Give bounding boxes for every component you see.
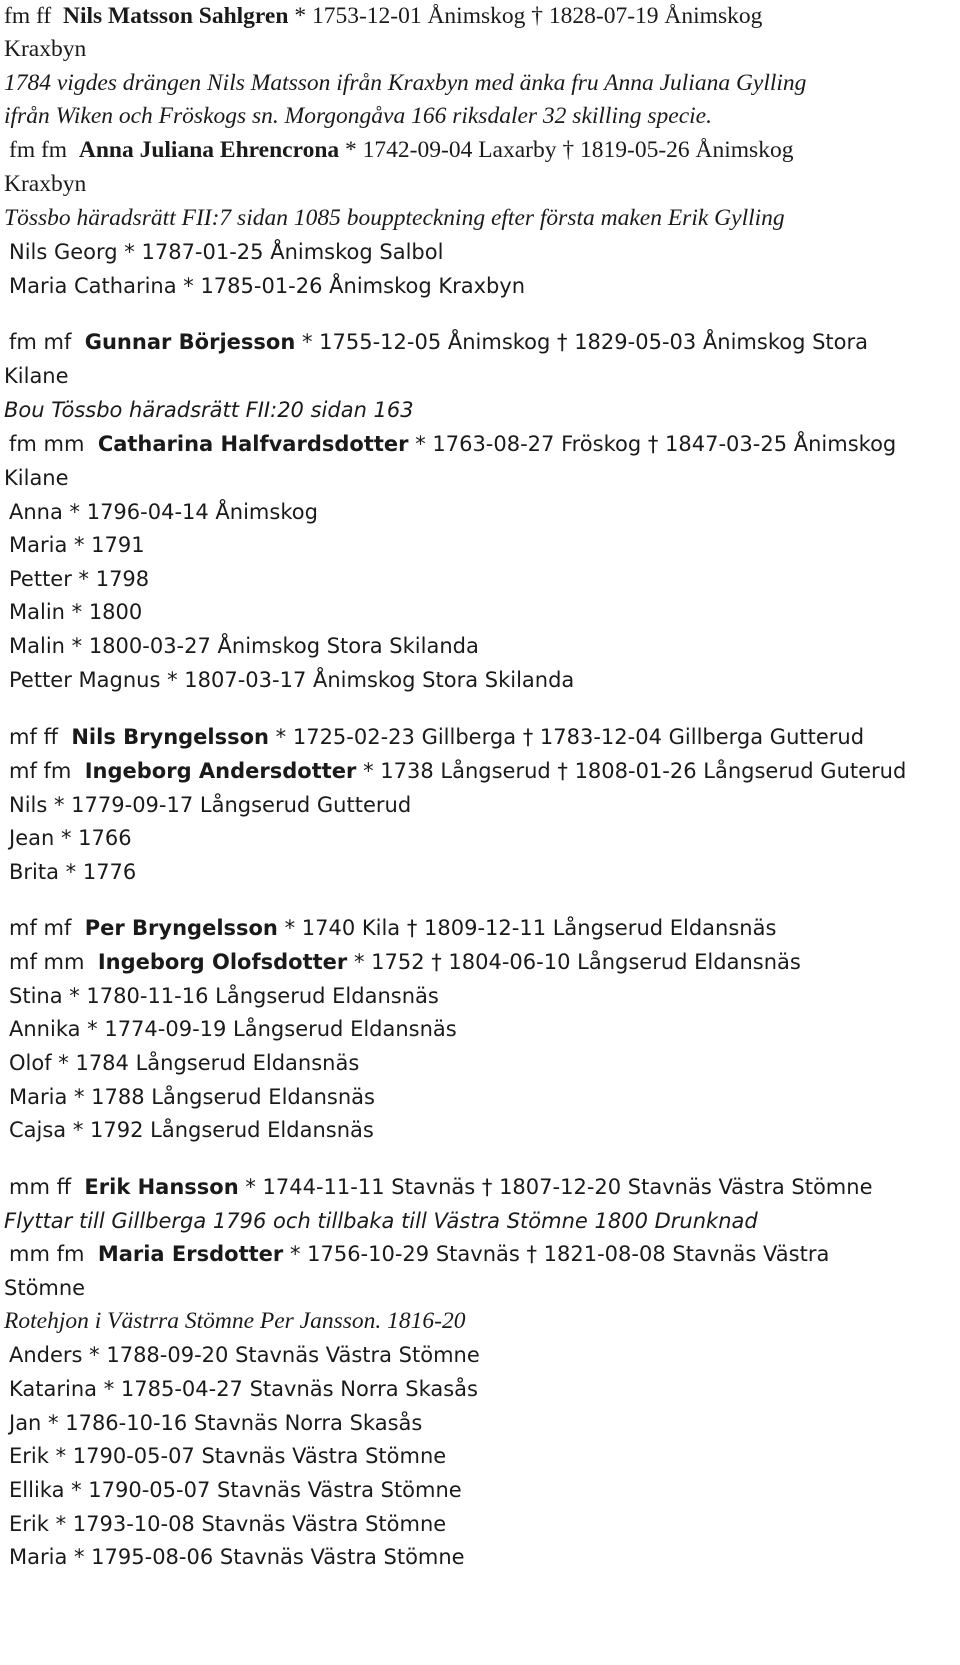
child-line: Maria * 1788 Långserud Eldansnäs xyxy=(9,1085,375,1109)
person-dates: * 1725-02-23 Gillberga † 1783-12-04 Gillberga Gutterud xyxy=(269,725,865,749)
person-name: Nils Matsson Sahlgren xyxy=(62,3,289,29)
person-name: Anna Juliana Ehrencrona xyxy=(78,137,340,163)
child-line: Nils * 1779-09-17 Långserud Gutterud xyxy=(9,793,412,817)
person-name: Catharina Halfvardsdotter xyxy=(97,432,409,456)
place-line: Kilane xyxy=(4,466,69,490)
generation-code: mm fm xyxy=(9,1242,85,1266)
child-line: Malin * 1800-03-27 Ånimskog Stora Skilanda xyxy=(9,634,479,658)
note-line: Flyttar till Gillberga 1796 och tillbaka till Västra Stömne 1800 Drunknad xyxy=(4,1209,758,1233)
generation-code: mf fm xyxy=(9,759,72,783)
person-dates: * 1756-10-29 Stavnäs † 1821-08-08 Stavnäs Västra xyxy=(283,1242,830,1266)
generation-code: fm mf xyxy=(9,330,72,354)
child-line: Nils Georg * 1787-01-25 Ånimskog Salbol xyxy=(9,240,444,264)
child-line: Petter Magnus * 1807-03-17 Ånimskog Stora Skilanda xyxy=(9,668,575,692)
generation-code: mf mf xyxy=(9,916,72,940)
ancestor-line xyxy=(9,756,906,786)
child-line: Erik * 1790-05-07 Stavnäs Västra Stömne xyxy=(9,1444,447,1468)
generation-code: fm ff xyxy=(4,3,52,29)
ancestor-line xyxy=(9,135,793,165)
child-line: Anna * 1796-04-14 Ånimskog xyxy=(9,500,318,524)
person-dates: * 1763-08-27 Fröskog † 1847-03-25 Ånimskog xyxy=(408,432,897,456)
person-dates: * 1753-12-01 Ånimskog † 1828-07-19 Ånimskog xyxy=(288,3,763,29)
child-line: Olof * 1784 Långserud Eldansnäs xyxy=(9,1051,360,1075)
person-name: Ingeborg Olofsdotter xyxy=(97,950,348,974)
place-line: Kilane xyxy=(4,364,69,388)
child-line: Jean * 1766 xyxy=(9,826,132,850)
person-dates: * 1740 Kila † 1809-12-11 Långserud Eldansnäs xyxy=(277,916,777,940)
child-line: Brita * 1776 xyxy=(9,860,137,884)
ancestor-line xyxy=(9,913,776,943)
child-line: Erik * 1793-10-08 Stavnäs Västra Stömne xyxy=(9,1512,447,1536)
ancestor-line xyxy=(9,327,868,357)
child-line: Katarina * 1785-04-27 Stavnäs Norra Skasås xyxy=(9,1377,478,1401)
ancestor-line xyxy=(4,1,762,31)
place-line: Stömne xyxy=(4,1276,86,1300)
person-dates: * 1752 † 1804-06-10 Långserud Eldansnäs xyxy=(347,950,801,974)
generation-code: fm fm xyxy=(9,137,68,163)
note-line: ifrån Wiken och Fröskogs sn. Morgongåva 166 riksdaler 32 skilling specie. xyxy=(4,103,712,129)
generation-code: mf ff xyxy=(9,725,58,749)
note-line: Tössbo häradsrätt FII:7 sidan 1085 bouppteckning efter första maken Erik Gylling xyxy=(4,205,785,231)
generation-code: mm ff xyxy=(9,1175,72,1199)
child-line: Anders * 1788-09-20 Stavnäs Västra Stömne xyxy=(9,1343,480,1367)
person-name: Ingeborg Andersdotter xyxy=(84,759,357,783)
ancestor-line xyxy=(9,429,896,459)
person-dates: * 1742-09-04 Laxarby † 1819-05-26 Ånimskog xyxy=(339,137,794,163)
child-line: Stina * 1780-11-16 Långserud Eldansnäs xyxy=(9,984,439,1008)
generation-code: fm mm xyxy=(9,432,85,456)
note-line: Rotehjon i Västrra Stömne Per Jansson. 1816-20 xyxy=(4,1308,466,1334)
child-line: Ellika * 1790-05-07 Stavnäs Västra Stömne xyxy=(9,1478,462,1502)
child-line: Maria Catharina * 1785-01-26 Ånimskog Kraxbyn xyxy=(9,274,526,298)
ancestor-line xyxy=(9,1172,873,1202)
person-name: Maria Ersdotter xyxy=(97,1242,284,1266)
note-line: Bou Tössbo häradsrätt FII:20 sidan 163 xyxy=(4,398,414,422)
ancestor-line xyxy=(9,947,801,977)
person-dates: * 1738 Långserud † 1808-01-26 Långserud Guterud xyxy=(356,759,907,783)
ancestor-line xyxy=(9,1239,829,1269)
note-line: 1784 vigdes drängen Nils Matsson ifrån Kraxbyn med änka fru Anna Juliana Gylling xyxy=(4,70,807,96)
person-name: Erik Hansson xyxy=(84,1175,239,1199)
person-name: Per Bryngelsson xyxy=(84,916,278,940)
ancestor-line xyxy=(9,722,864,752)
child-line: Annika * 1774-09-19 Långserud Eldansnäs xyxy=(9,1017,457,1041)
child-line: Maria * 1791 xyxy=(9,533,145,557)
child-line: Maria * 1795-08-06 Stavnäs Västra Stömne xyxy=(9,1545,465,1569)
place-line: Kraxbyn xyxy=(4,36,87,62)
person-name: Gunnar Börjesson xyxy=(84,330,296,354)
child-line: Petter * 1798 xyxy=(9,567,150,591)
person-dates: * 1755-12-05 Ånimskog † 1829-05-03 Ånimskog Stora xyxy=(295,330,869,354)
child-line: Malin * 1800 xyxy=(9,600,143,624)
place-line: Kraxbyn xyxy=(4,171,87,197)
person-name: Nils Bryngelsson xyxy=(71,725,269,749)
person-dates: * 1744-11-11 Stavnäs † 1807-12-20 Stavnäs Västra Stömne xyxy=(238,1175,873,1199)
child-line: Cajsa * 1792 Långserud Eldansnäs xyxy=(9,1118,374,1142)
child-line: Jan * 1786-10-16 Stavnäs Norra Skasås xyxy=(9,1411,423,1435)
generation-code: mf mm xyxy=(9,950,85,974)
